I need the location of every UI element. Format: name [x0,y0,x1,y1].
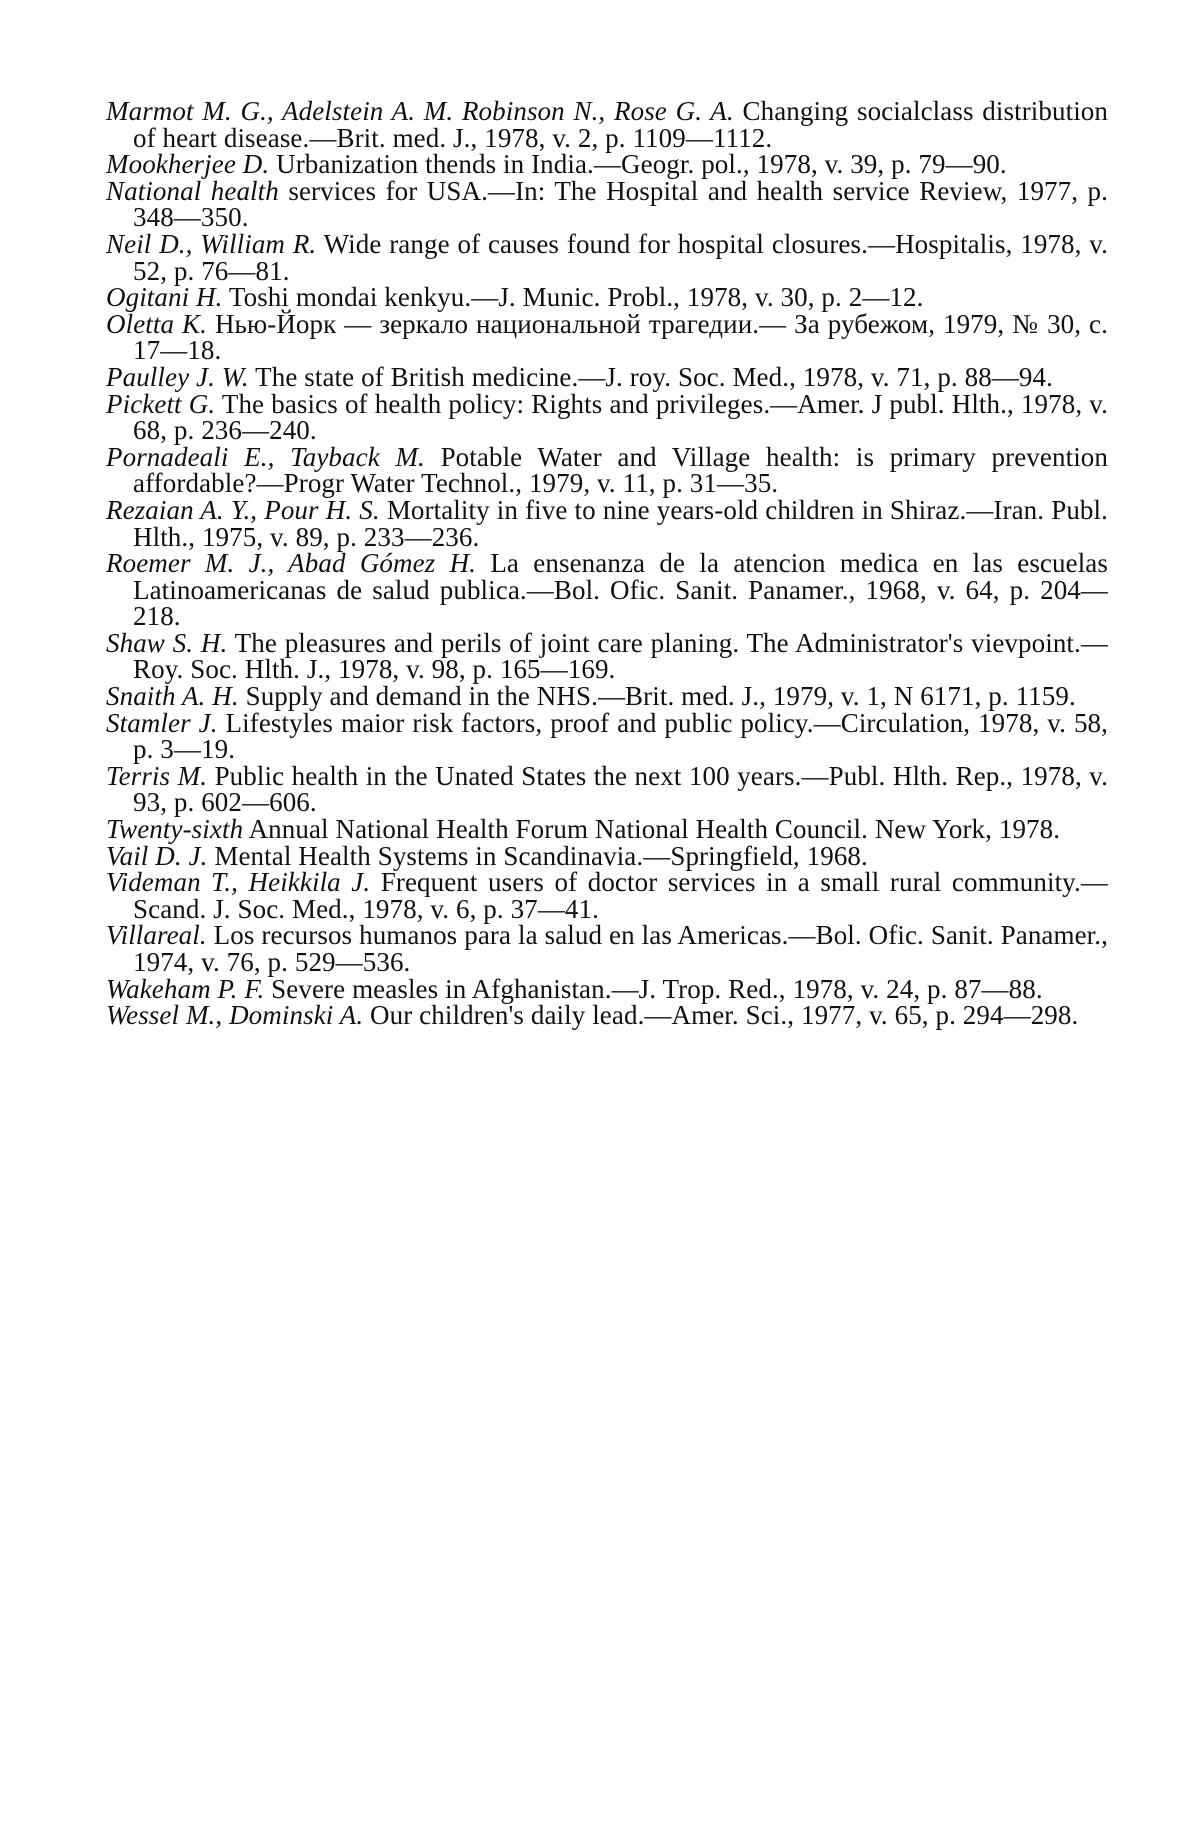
reference-author: National health [106,175,279,206]
reference-text: La ensenanza de la atencion medica en las escuelas Latinoamericanas de salud publica.—Bol. Ofic. Sanit. Panamer., 1968, v. 64, p. 204—218. [133,548,1108,632]
reference-entry [106,922,1108,975]
reference-entry [106,308,1108,366]
reference-author: Vail D. J. [106,840,208,871]
reference-author: Pornadeali E., Tayback M. [106,441,425,472]
reference-entry [106,683,1108,710]
reference-author: Terris M. [106,760,208,791]
reference-text: Annual National Health Forum National Health Council. New York, 1978. [248,814,1061,845]
reference-text: The pleasures and perils of joint care planing. The Administrator's vievpoint.—Roy. Soc. Hlth. J., 1978, v. 98, p. 165—169. [133,627,1108,685]
reference-author: Twenty-sixth [106,814,244,845]
reference-text: Mental Health Systems in Scandinavia.—Springfield, 1968. [214,840,868,871]
reference-author: Snaith A. H. [106,681,239,712]
reference-author: Pickett G. [106,388,216,419]
reference-text: services for USA.—In: The Hospital and health service Review, 1977, p. 348—350. [133,175,1109,233]
reference-entry [106,284,1108,311]
reference-author: Neil D., William R. [106,228,317,259]
reference-author: Mookherjee D. [106,149,270,180]
reference-text: Urbanization thends in India.—Geogr. pol., 1978, v. 39, p. 79—90. [276,149,1007,180]
reference-text: Changing socialclass distribution of heart disease.—Brit. med. J., 1978, v. 2, p. 1109—1112. [133,96,1108,153]
reference-text: Mortality in five to nine years-old children in Shiraz.—Iran. Publ. Hlth., 1975, v. 89, p. 233—236. [133,494,1108,552]
reference-text: Potable Water and Village health: is primary prevention affordable?—Progr Water Technol., 1979, v. 11, p. 31—35. [133,441,1108,499]
reference-text: Public health in the Unated States the next 100 years.—Publ. Hlth. Rep., 1978, v. 93, p. 602—606. [133,760,1108,818]
reference-text: Supply and demand in the NHS.—Brit. med. J., 1979, v. 1, N 6171, p. 1159. [245,681,1076,712]
reference-list [106,98,1108,1029]
reference-text: Frequent users of doctor services in a small rural community.—Scand. J. Soc. Med., 1978, v. 6, p. 37—41. [133,867,1108,924]
reference-entry [106,441,1108,499]
reference-text: The basics of health policy: Rights and privileges.—Amer. J publ. Hlth., 1978, v. 68, p. 236—240. [133,388,1108,446]
reference-author: Rezaian A. Y., Pour H. S. [106,494,380,525]
reference-entry [106,388,1108,446]
reference-author: Videman T., Heikkila J. [106,867,371,898]
reference-entry [106,175,1109,233]
reference-text: Нью-Йорк — зеркало национальной трагедии.— За рубежом, 1979, № 30, с. 17—18. [133,308,1108,366]
reference-author: Wessel M., Dominski A. [106,1000,364,1031]
reference-author: Villareal. [106,920,207,951]
reference-text: Los recursos humanos para la salud en las Americas.—Bol. Ofic. Sanit. Panamer., 1974, v. 76, p. 529—536. [133,920,1108,977]
reference-author: Shaw S. H. [106,627,228,658]
reference-author: Paulley J. W. [106,361,249,392]
reference-entry [106,707,1108,765]
reference-entry [106,98,1108,151]
reference-text: Wide range of causes found for hospital closures.—Hospitalis, 1978, v. 52, p. 76—81. [133,228,1108,286]
reference-author: Stamler J. [106,707,218,738]
reference-author: Wakeham P. F. [106,973,265,1004]
reference-entry [106,973,1108,1004]
reference-entry [106,627,1108,685]
reference-text: Severe measles in Afghanistan.—J. Trop. Red., 1978, v. 24, p. 87—88. [271,973,1043,1004]
reference-entry [106,840,1108,871]
reference-text: Toshi mondai kenkyu.—J. Munic. Probl., 1978, v. 30, p. 2—12. [228,282,924,313]
reference-entry [106,1002,1108,1029]
reference-author: Ogitani H. [106,282,223,313]
reference-text: Our children's daily lead.—Amer. Sci., 1977, v. 65, p. 294—298. [370,1000,1079,1031]
reference-entry [106,550,1108,630]
reference-author: Marmot M. G., Adelstein A. M. Robinson N., Rose G. A. [106,96,734,126]
reference-entry [106,494,1108,552]
reference-entry [106,361,1108,392]
reference-entry [106,151,1108,178]
reference-entry [106,760,1108,818]
reference-author: Oletta K. [106,308,207,339]
reference-entry [106,869,1108,922]
reference-entry [106,816,1108,843]
reference-text: Lifestyles maior risk factors, proof and public policy.—Circulation, 1978, v. 58, p. 3—19. [133,707,1108,765]
reference-entry [106,228,1108,286]
reference-author: Roemer M. J., Abad Gómez H. [106,548,477,579]
reference-text: The state of British medicine.—J. roy. Soc. Med., 1978, v. 71, p. 88—94. [255,361,1053,392]
